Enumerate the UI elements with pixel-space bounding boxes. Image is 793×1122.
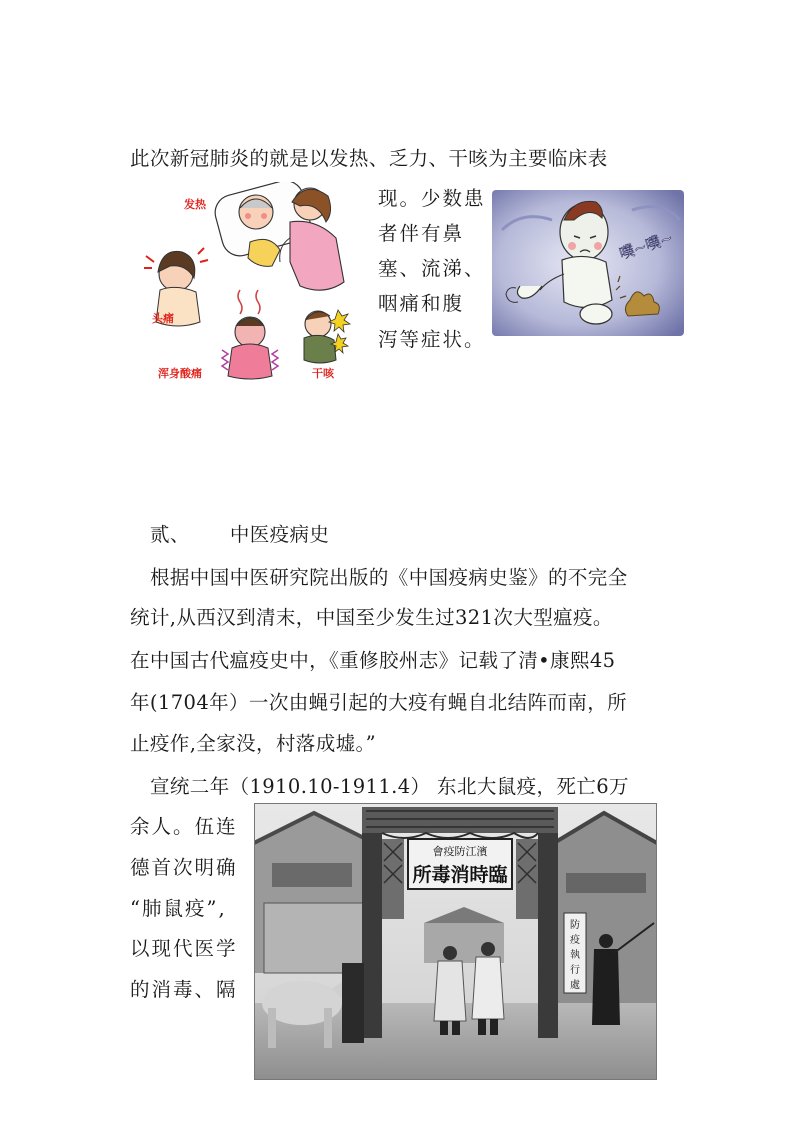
photo-side-sign-char: 行 (570, 965, 580, 976)
section-title: 中医疫病史 (229, 523, 330, 546)
photo-side-sign-char: 疫 (570, 935, 580, 946)
symptom-illustration-svg (140, 182, 352, 387)
para1-line: 根据中国中医研究院出版的《中国疫病史鉴》的不完全 (150, 566, 628, 589)
cartoon-sound-text: 噗~噗~ (617, 228, 676, 263)
para2-side-line: 余人。伍连 (130, 815, 238, 838)
intro-side-line: 现。少数患 (378, 187, 486, 210)
para1-line: 在中国古代瘟疫史中，《重修胶州志》记载了清•康熙45 (130, 649, 616, 672)
photo-sign-top: 會疫防江濱 (432, 845, 488, 858)
section-heading (150, 522, 329, 548)
para2-line-1: 宣统二年（1910.10-1911.4） 东北大鼠疫，死亡6万 (150, 775, 629, 798)
diarrhea-cartoon (492, 190, 684, 336)
label-dry-cough: 干咳 (312, 367, 334, 380)
para1-line: 统计,从西汉到清末，中国至少发生过321次大型瘟疫。 (130, 606, 613, 629)
photo-side-sign-char: 處 (570, 980, 580, 991)
para2-side-line: 德首次明确 (130, 856, 238, 879)
photo-side-sign-char: 防 (570, 920, 580, 931)
section-number: 贰、 (150, 523, 190, 546)
intro-line-1: 此次新冠肺炎的就是以发热、乏力、干咳为主要临床表 (130, 147, 608, 170)
intro-side-line: 者伴有鼻 (378, 222, 465, 245)
para1-line: 止疫作,全家没，村落成墟。” (130, 732, 377, 755)
photo-side-sign-char: 執 (570, 950, 580, 961)
historical-photo-svg (254, 803, 657, 1080)
para2-side-line: 的消毒、隔 (130, 978, 238, 1001)
intro-side-line: 塞、流涕、 (378, 257, 486, 280)
photo-sign-main: 所毒消時臨 (412, 864, 508, 886)
para2-side-line: “肺鼠疫”, (130, 897, 227, 920)
intro-side-line: 泻等症状。 (378, 328, 486, 351)
para1-line: 年(1704年）一次由蝇引起的大疫有蝇自北结阵而南，所 (130, 691, 628, 714)
label-fever: 发热 (184, 198, 206, 211)
historical-photo (254, 803, 657, 1080)
label-body-ache: 浑身酸痛 (158, 367, 202, 380)
label-headache: 头痛 (152, 312, 174, 325)
diarrhea-cartoon-svg (492, 190, 684, 336)
para2-side-line: 以现代医学 (130, 937, 238, 960)
symptom-illustration (140, 182, 352, 387)
intro-side-line: 咽痛和腹 (378, 292, 465, 315)
